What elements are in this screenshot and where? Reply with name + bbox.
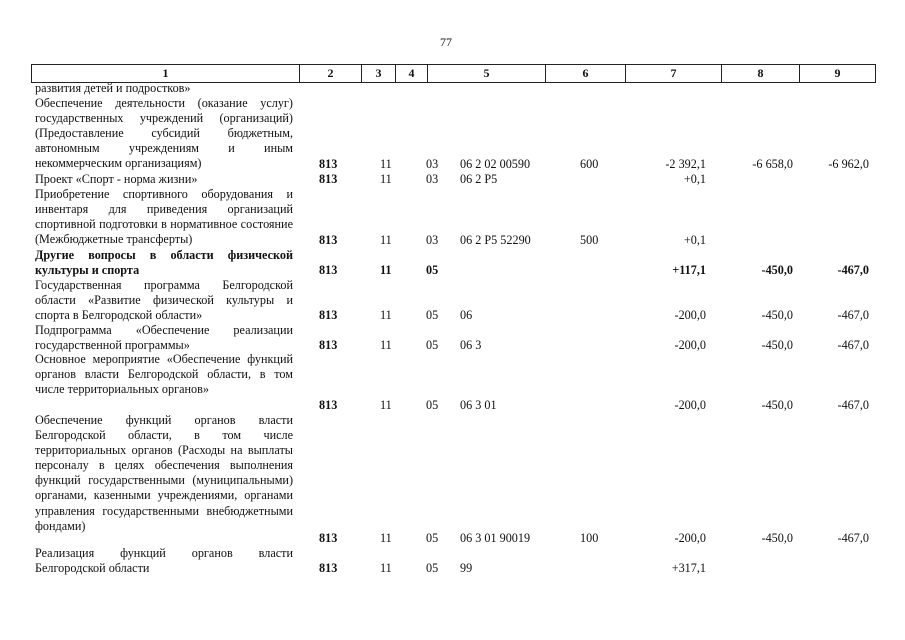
cell-section: 11 bbox=[380, 233, 392, 247]
header-col-1: 1 bbox=[32, 65, 300, 83]
cell-amount-3: -6 962,0 bbox=[828, 157, 869, 171]
cell-section: 11 bbox=[380, 338, 392, 352]
cell-amount-3: -467,0 bbox=[837, 531, 869, 545]
cell-section: 11 bbox=[380, 398, 392, 412]
cell-amount-1: +117,1 bbox=[672, 263, 706, 277]
cell-subsection: 05 bbox=[426, 338, 439, 352]
cell-admin-code: 813 bbox=[319, 172, 338, 186]
cell-subsection: 05 bbox=[426, 561, 439, 575]
header-col-6: 6 bbox=[546, 65, 626, 83]
row-description: развития детей и подростков» bbox=[35, 81, 191, 95]
cell-section: 11 bbox=[380, 157, 392, 171]
cell-subsection: 05 bbox=[426, 308, 439, 322]
cell-section: 11 bbox=[380, 531, 392, 545]
cell-target-article: 06 2 P5 bbox=[460, 172, 498, 186]
row-description: Основное мероприятие «Обеспечение функций органов власти Белгородской области, в том числе территориальных органов» bbox=[35, 352, 293, 397]
cell-amount-2: -450,0 bbox=[761, 338, 793, 352]
cell-target-article: 06 bbox=[460, 308, 473, 322]
page-number: 77 bbox=[440, 35, 452, 49]
cell-section: 11 bbox=[380, 263, 392, 277]
cell-amount-1: -200,0 bbox=[674, 531, 706, 545]
cell-admin-code: 813 bbox=[319, 561, 338, 575]
cell-amount-1: -200,0 bbox=[674, 398, 706, 412]
cell-section: 11 bbox=[380, 308, 392, 322]
cell-admin-code: 813 bbox=[319, 531, 338, 545]
row-description: Проект «Спорт - норма жизни» bbox=[35, 172, 198, 186]
cell-amount-1: -200,0 bbox=[674, 308, 706, 322]
row-description: Обеспечение функций органов власти Белгородской области, в том числе территориальных органов (Расходы на выплаты персоналу в целях обеспечения выполнения функций государственными (муниципальными) органами, казенными учреждениями, органами управления государственными внебюджетными фондами) bbox=[35, 413, 293, 533]
header-col-4: 4 bbox=[396, 65, 428, 83]
row-description: Приобретение спортивного оборудования и инвентаря для приведения организаций спортивной подготовки в нормативное состояние (Межбюджетные трансферты) bbox=[35, 187, 293, 247]
header-col-3: 3 bbox=[362, 65, 396, 83]
header-col-2: 2 bbox=[300, 65, 362, 83]
cell-subsection: 03 bbox=[426, 157, 439, 171]
cell-amount-1: +0,1 bbox=[683, 233, 706, 247]
cell-target-article: 06 3 bbox=[460, 338, 482, 352]
cell-amount-1: -200,0 bbox=[674, 338, 706, 352]
cell-admin-code: 813 bbox=[319, 233, 338, 247]
cell-amount-1: -2 392,1 bbox=[665, 157, 706, 171]
cell-amount-3: -467,0 bbox=[837, 263, 869, 277]
header-col-9: 9 bbox=[800, 65, 876, 83]
cell-target-article: 99 bbox=[460, 561, 473, 575]
header-col-5: 5 bbox=[428, 65, 546, 83]
cell-amount-2: -450,0 bbox=[761, 398, 793, 412]
cell-amount-3: -467,0 bbox=[837, 338, 869, 352]
row-description: Государственная программа Белгородской области «Развитие физической культуры и спорта в Белгородской области» bbox=[35, 278, 293, 323]
cell-expense-type: 500 bbox=[580, 233, 599, 247]
row-description: Реализация функций органов власти Белгородской области bbox=[35, 546, 293, 576]
cell-subsection: 03 bbox=[426, 233, 439, 247]
cell-expense-type: 600 bbox=[580, 157, 599, 171]
cell-amount-1: +0,1 bbox=[683, 172, 706, 186]
cell-section: 11 bbox=[380, 561, 392, 575]
header-col-8: 8 bbox=[722, 65, 800, 83]
cell-amount-3: -467,0 bbox=[837, 308, 869, 322]
cell-admin-code: 813 bbox=[319, 308, 338, 322]
cell-target-article: 06 3 01 bbox=[460, 398, 497, 412]
cell-subsection: 05 bbox=[426, 398, 439, 412]
row-description: Другие вопросы в области физической культуры и спорта bbox=[35, 248, 293, 278]
cell-expense-type: 100 bbox=[580, 531, 599, 545]
cell-target-article: 06 2 02 00590 bbox=[460, 157, 531, 171]
cell-amount-2: -450,0 bbox=[761, 531, 793, 545]
row-description: Обеспечение деятельности (оказание услуг) государственных учреждений (организаций) (Предоставление субсидий бюджетным, автономным учреждениям и иным некоммерческим организациям) bbox=[35, 96, 293, 171]
cell-target-article: 06 3 01 90019 bbox=[460, 531, 531, 545]
cell-amount-2: -450,0 bbox=[761, 263, 793, 277]
cell-amount-3: -467,0 bbox=[837, 398, 869, 412]
cell-admin-code: 813 bbox=[319, 157, 338, 171]
cell-subsection: 05 bbox=[426, 263, 439, 277]
cell-amount-2: -6 658,0 bbox=[752, 157, 793, 171]
row-description: Подпрограмма «Обеспечение реализации государственной программы» bbox=[35, 323, 293, 353]
cell-amount-1: +317,1 bbox=[671, 561, 706, 575]
cell-target-article: 06 2 P5 52290 bbox=[460, 233, 531, 247]
cell-section: 11 bbox=[380, 172, 392, 186]
cell-amount-2: -450,0 bbox=[761, 308, 793, 322]
cell-admin-code: 813 bbox=[319, 263, 338, 277]
cell-admin-code: 813 bbox=[319, 398, 338, 412]
cell-admin-code: 813 bbox=[319, 338, 338, 352]
header-col-7: 7 bbox=[626, 65, 722, 83]
cell-subsection: 03 bbox=[426, 172, 439, 186]
cell-subsection: 05 bbox=[426, 531, 439, 545]
